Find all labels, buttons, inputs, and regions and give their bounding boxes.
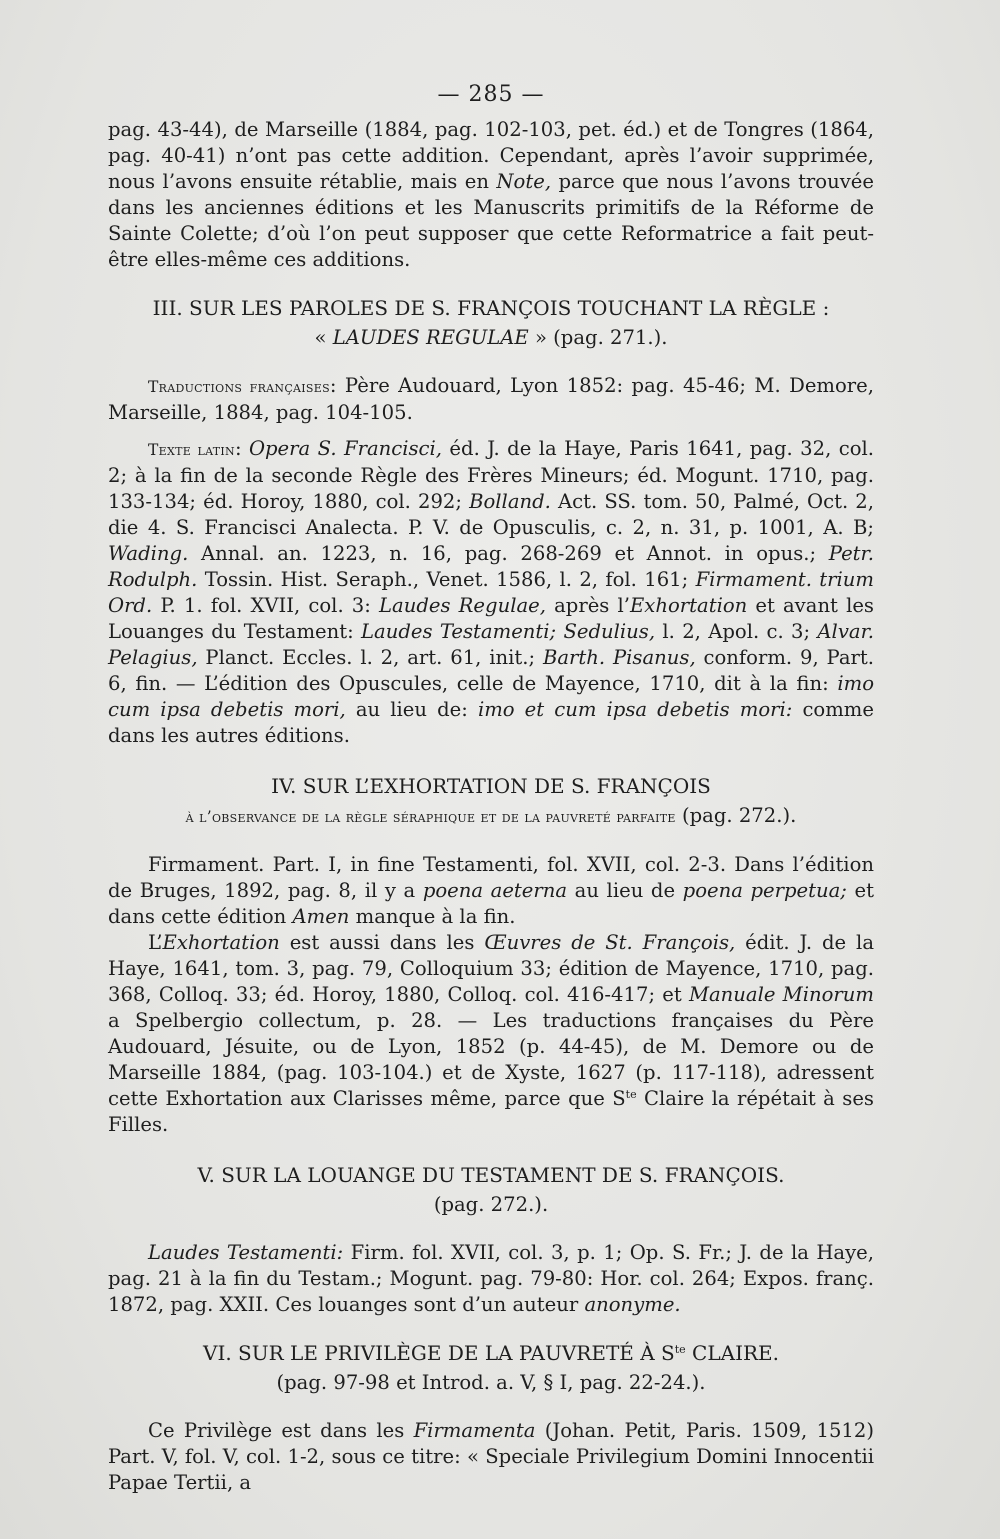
italic-run: Wading.: [108, 542, 189, 565]
italic-run: Firmamenta: [413, 1419, 536, 1442]
italic-run: Laudes Regulae,: [379, 594, 546, 617]
text-run: l. 2, Apol. c. 3;: [655, 620, 818, 643]
section-4-subtitle: [108, 801, 874, 832]
text-run: conform. 9, Part. 6, fin. — L’édition des Opuscules, celle de Mayence, 1710, dit à la fin:: [108, 646, 874, 695]
text-run: Act. SS. tom. 50, Palmé, Oct. 2, die 4. S. Francisci Analecta. P. V. de Opusculis, c. 2, n. 31, p. 1001, A. B;: [108, 490, 874, 539]
firmament-paragraph: [108, 852, 874, 930]
text-run: manque à la fin.: [349, 905, 516, 928]
privilege-paragraph: [108, 1418, 874, 1496]
text-run: Ce Privilège est dans les: [148, 1419, 414, 1442]
italic-run: anonyme.: [584, 1293, 681, 1316]
section-3-title: III. SUR LES PAROLES DE S. FRANÇOIS TOUCHANT LA RÈGLE :: [152, 296, 830, 320]
italic-run: poena perpetua;: [682, 879, 847, 902]
section-4-title: IV. SUR L’EXHORTATION DE S. FRANÇOIS: [271, 774, 711, 798]
section-6-subtitle: (pag. 97-98 et Introd. a. V, § I, pag. 22-24.).: [276, 1371, 706, 1394]
italic-run: Œuvres de St. François,: [484, 931, 736, 954]
text-run: au lieu de: [567, 879, 683, 902]
section-4-subtitle-smallcaps: à l’observance de la règle séraphique et de la pauvreté parfaite: [185, 808, 676, 826]
section-4-subtitle-tail: (pag. 272.).: [675, 804, 797, 827]
section-6-title-sup: te: [674, 1343, 686, 1356]
section-6-title-before: VI. SUR LE PRIVILÈGE DE LA PAUVRETÉ À S: [203, 1341, 675, 1365]
italic-run: Note,: [496, 170, 552, 193]
italic-run: Opera S. Francisci,: [248, 437, 443, 460]
text-run: après l’: [545, 594, 630, 617]
italic-run: imo cum ipsa debetis mori,: [108, 672, 874, 721]
text-run: édit. J. de la Haye, 1641, tom. 3, pag. 79, Colloquium 33; édition de Mayence, 1710, pag. 368, Colloq. 33; éd. Horoy, 1880, Colloq. col. 416-417; et: [108, 931, 874, 1006]
text-run: (Johan. Petit, Paris. 1509, 1512) Part. V, fol. V, col. 1-2, sous ce titre: « Speciale Privilegium Domini Innocentii Papae Tertii, a: [108, 1419, 874, 1494]
italic-run: Exhortation: [630, 594, 748, 617]
text-run: a Spelbergio collectum, p. 28. — Les traductions françaises du Père Audouard, Jésuite, ou de Lyon, 1852 (p. 44-45), de M. Demore ou de Marseille 1884, (pag. 103-104.) et de Xyste, 1627 (p. 117-118), adressent cette Exhortation aux Clarisses même, parce que S: [108, 1009, 874, 1110]
section-6-title: [108, 1338, 874, 1368]
section-5-title: V. SUR LA LOUANGE DU TESTAMENT DE S. FRANÇOIS.: [197, 1163, 785, 1187]
text-run: pag. 43-44), de Marseille (1884, pag. 102-103, pet. éd.) et de Tongres (1864, pag. 40-41) n’ont pas cette addition. Cependant, après l’avoir supprimée, nous l’avons ensuite rétablie, mais en: [108, 118, 874, 193]
traductions-paragraph: [108, 373, 874, 426]
text-run: et dans cette édition: [108, 879, 874, 928]
opening-paragraph: [108, 117, 874, 273]
latin-body: [108, 437, 874, 747]
traductions-text: : Père Audouard, Lyon 1852: pag. 45-46; M. Demore, Marseille, 1884, pag. 104-105.: [108, 374, 874, 424]
italic-run: imo et cum ipsa debetis mori:: [477, 698, 793, 721]
text-run: L’: [148, 931, 163, 954]
italic-run: Firmament. trium Ord.: [108, 568, 874, 617]
section-5-subtitle: (pag. 272.).: [433, 1193, 549, 1216]
italic-run: Exhortation: [162, 931, 280, 954]
text-run: éd. J. de la Haye, Paris 1641, pag. 32, col. 2; à la fin de la seconde Règle des Frères Mineurs; éd. Mogunt. 1710, pag. 133-134; éd. Horoy, 1880, col. 292;: [108, 437, 874, 513]
italic-run: Barth. Pisanus,: [542, 646, 696, 669]
exhortation-paragraph: [108, 930, 874, 1138]
italic-run: poena aeterna: [422, 879, 568, 902]
italic-run: Laudes Testamenti; Sedulius,: [361, 620, 656, 643]
section-3-subtitle-close: » (pag. 271.).: [528, 326, 668, 349]
text-run: Firmament. Part. I, in fine Testamenti, fol. XVII, col. 2-3. Dans l’édition de Bruges, 1892, pag. 8, il y a: [108, 853, 874, 902]
text-run: Planct. Eccles. l. 2, art. 61, init.;: [197, 646, 543, 669]
italic-run: Alvar. Pelagius,: [108, 620, 875, 669]
text-run: Tossin. Hist. Seraph., Venet. 1586, l. 2, fol. 161;: [197, 568, 696, 591]
text-run: Annal. an. 1223, n. 16, pag. 268-269 et Annot. in opus.;: [188, 542, 829, 565]
section-3-subtitle: [108, 323, 874, 353]
text-run: au lieu de:: [345, 698, 478, 721]
section-6-title-after: CLAIRE.: [685, 1341, 779, 1365]
text-run: et avant les Louanges du Testament:: [108, 594, 874, 643]
text-run: P. 1. fol. XVII, col. 3:: [152, 594, 380, 617]
italic-run: Manuale Minorum: [688, 983, 874, 1006]
text-run: comme dans les autres éditions.: [108, 698, 874, 747]
text-run: :: [234, 437, 249, 460]
laudes-testamenti-paragraph: [108, 1240, 874, 1318]
text-run: parce que nous l’avons trouvée dans les anciennes éditions et les Manuscrits primitifs de la Réforme de Sainte Colette; d’où l’on peut supposer que cette Reformatrice a fait peut-être elles-même ces additions.: [108, 170, 874, 271]
italic-run: Petr. Rodulph.: [108, 542, 874, 591]
section-3-subtitle-italic: LAUDES REGULAE: [332, 326, 529, 349]
traductions-label: Traductions françaises: [148, 378, 330, 396]
latin-text-paragraph: [108, 436, 874, 749]
italic-run: Amen: [292, 905, 350, 928]
section-3-subtitle-open: «: [314, 326, 333, 349]
text-run: est aussi dans les: [279, 931, 485, 954]
page-number: — 285 —: [437, 82, 545, 107]
text-run: Firm. fol. XVII, col. 3, p. 1; Op. S. Fr.; J. de la Haye, pag. 21 à la fin du Testam.; Mogunt. pag. 79-80: Hor. col. 264; Expos. franç. 1872, pag. XXII. Ces louanges sont d’un auteur: [108, 1241, 874, 1316]
italic-run: Laudes Testamenti:: [148, 1241, 344, 1264]
superscript-run: te: [625, 1088, 637, 1101]
latin-label: Texte latin: [148, 441, 235, 459]
italic-run: Bolland.: [469, 490, 551, 513]
text-run: Claire la répétait à ses Filles.: [108, 1087, 874, 1136]
